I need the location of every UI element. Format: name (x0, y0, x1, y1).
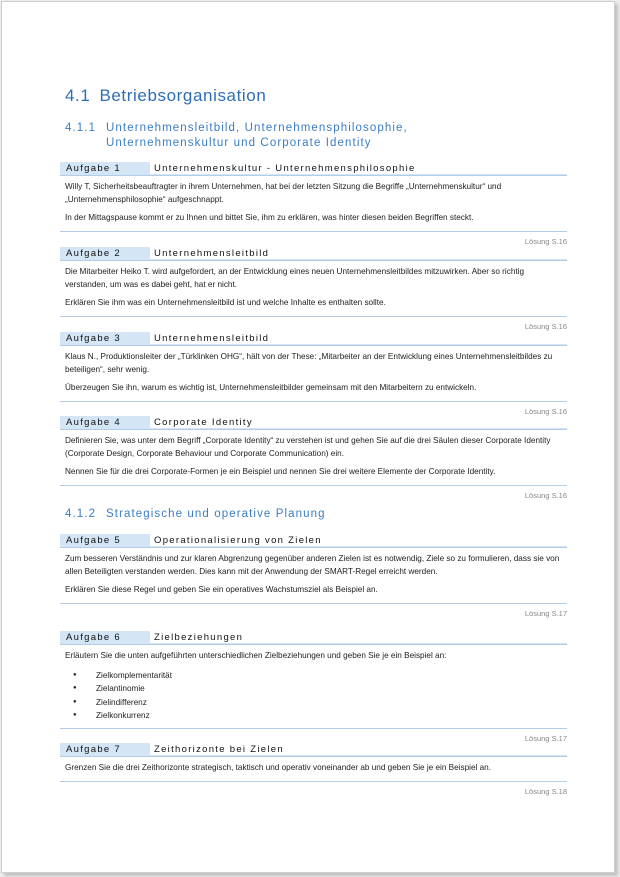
section-heading (65, 86, 266, 106)
task-4 (60, 416, 567, 500)
solution-reference: Lösung S.16 (524, 321, 567, 331)
task-paragraph: Zum besseren Verständnis und zur klaren Abgrenzung gegenüber anderen Zielen ist es notwendig, Ziele so zu formulieren, dass sie von allen Beteiligten verstanden werden. Dies kann mit der Anwendung der SMART-Regel erreicht werden. (65, 554, 560, 576)
solution-reference: Lösung S.18 (524, 786, 567, 796)
task-body (60, 756, 567, 782)
task-title: Operationalisierung von Zielen (150, 534, 567, 547)
task-paragraph: Klaus N., Produktionsleiter der „Türklinken OHG“, hält von der These: „Mitarbeiter an der Entwicklung eines Unternehmensleitbildes zu beteiligen“, sehr wenig. (65, 352, 553, 374)
task-1 (60, 162, 567, 246)
solution-reference: Lösung S.17 (524, 608, 567, 618)
task-7 (60, 743, 567, 796)
section-title: Betriebsorganisation (99, 86, 267, 105)
subsection-title: Strategische und operative Planung (106, 508, 326, 520)
task-label: Aufgabe 5 (66, 535, 122, 546)
list-item: ● Zielindifferenz (85, 696, 563, 710)
task-header (60, 247, 567, 260)
task-label: Aufgabe 1 (66, 163, 122, 174)
task-header (60, 631, 567, 644)
solution-reference: Lösung S.16 (524, 406, 567, 416)
task-paragraph: Willy T, Sicherheitsbeauftragter in ihrem Unternehmen, hat bei der letzten Sitzung die Begriffe „Unternehmenskultur“ und „Unternehmensphilosophie“ aufgeschnappt. (65, 182, 502, 204)
task-5 (60, 534, 567, 618)
task-body (60, 429, 567, 486)
task-paragraph: Nennen Sie für die drei Corporate-Formen je ein Beispiel und nennen Sie drei weitere Elemente der Corporate Identity. (65, 467, 496, 477)
task-label: Aufgabe 2 (66, 248, 122, 259)
subsection-number: 4.1.1 (65, 122, 97, 134)
task-body (60, 345, 567, 402)
goal-relation-list (65, 669, 563, 723)
task-paragraph: In der Mittagspause kommt er zu Ihnen und bittet Sie, ihm zu erklären, was hinter diesen beiden Begriffen steckt. (65, 213, 474, 223)
subsection-heading-2 (65, 507, 326, 522)
list-item: ● Zielkonkurrenz (85, 709, 563, 723)
task-paragraph: Grenzen Sie die drei Zeithorizonte strategisch, taktisch und operativ voneinander ab und geben Sie je ein Beispiel an. (65, 763, 492, 772)
task-paragraph: Erklären Sie ihm was ein Unternehmensleitbild ist und welche Inhalte es enthalten sollte. (65, 298, 386, 308)
task-body (60, 260, 567, 317)
task-title: Unternehmensleitbild (150, 247, 567, 260)
list-item: ● Zielkomplementarität (85, 669, 563, 683)
task-paragraph: Die Mitarbeiter Heiko T. wird aufgefordert, an der Entwicklung eines neuen Unternehmensleitbildes mitzuwirken. Aber so richtig verstanden, um was es dabei geht, hat er nicht. (65, 267, 525, 289)
solution-reference: Lösung S.17 (524, 733, 567, 743)
subsection-title-line1: Unternehmensleitbild, Unternehmensphilosophie, (106, 122, 408, 134)
task-title: Zeithorizonte bei Zielen (150, 743, 567, 756)
subsection-heading-1 (65, 121, 408, 151)
task-label: Aufgabe 4 (66, 417, 122, 428)
solution-reference: Lösung S.16 (524, 236, 567, 246)
task-paragraph: Überzeugen Sie ihn, warum es wichtig ist, Unternehmensleitbilder gemeinsam mit den Mitarbeitern zu entwickeln. (65, 383, 477, 393)
task-body (60, 175, 567, 232)
task-title: Zielbeziehungen (150, 631, 567, 644)
subsection-number: 4.1.2 (65, 508, 97, 520)
document-page (1, 1, 615, 873)
task-header (60, 534, 567, 547)
subsection-title-line2: Unternehmenskultur und Corporate Identity (106, 137, 372, 149)
task-title: Unternehmenskultur - Unternehmensphilosophie (150, 162, 567, 175)
task-header (60, 743, 567, 756)
task-header (60, 162, 567, 175)
task-body (60, 547, 567, 604)
task-2 (60, 247, 567, 331)
task-3 (60, 332, 567, 416)
solution-reference: Lösung S.16 (524, 490, 567, 500)
task-label: Aufgabe 3 (66, 333, 122, 344)
task-paragraph: Erläutern Sie die unten aufgeführten unterschiedlichen Zielbeziehungen und geben Sie je ein Beispiel an: (65, 651, 447, 660)
task-body (60, 644, 567, 729)
task-title: Unternehmensleitbild (150, 332, 567, 345)
task-label: Aufgabe 6 (66, 632, 122, 643)
task-paragraph: Definieren Sie, was unter dem Begriff „Corporate Identity“ zu verstehen ist und gehen Sie auf die drei Säulen dieser Corporate Identity (Corporate Design, Corporate Behaviour und Corporate Communication) ein. (65, 436, 551, 458)
section-number: 4.1 (65, 86, 91, 105)
task-6 (60, 631, 567, 743)
task-header (60, 416, 567, 429)
task-title: Corporate Identity (150, 416, 567, 429)
task-label: Aufgabe 7 (66, 744, 122, 755)
list-item: ● Zielantinomie (85, 682, 563, 696)
task-header (60, 332, 567, 345)
task-paragraph: Erklären Sie diese Regel und geben Sie ein operatives Wachstumsziel als Beispiel an. (65, 585, 378, 595)
